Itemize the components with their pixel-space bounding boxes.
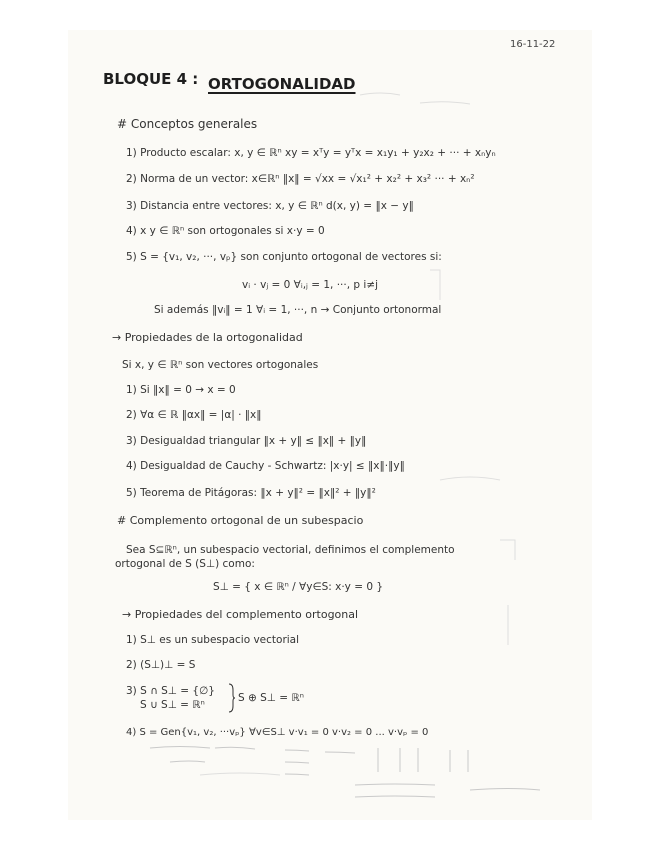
complement-property-2: 2) (S⊥)⊥ = S bbox=[126, 659, 196, 671]
property-2: 2) ∀α ∈ ℝ ‖αx‖ = |α| · ‖x‖ bbox=[126, 409, 262, 421]
section-heading-complement: # Complemento ortogonal de un subespacio bbox=[117, 514, 364, 527]
properties-intro: Si x, y ∈ ℝⁿ son vectores ortogonales bbox=[122, 359, 319, 371]
orthogonal-set-condition: vᵢ · vⱼ = 0 ∀ᵢ,ⱼ = 1, ···, p i≠j bbox=[242, 279, 379, 291]
section-heading-complement-properties: → Propiedades del complemento ortogonal bbox=[122, 608, 359, 621]
property-5: 5) Teorema de Pitágoras: ‖x + y‖² = ‖x‖² + ‖y‖² bbox=[126, 487, 376, 499]
complement-definition-1: Sea S⊆ℝⁿ, un subespacio vectorial, definimos el complemento bbox=[126, 544, 455, 556]
property-1: 1) Si ‖x‖ = 0 → x = 0 bbox=[126, 384, 236, 396]
property-4: 4) Desigualdad de Cauchy - Schwartz: |x·y| ≤ ‖x‖·‖y‖ bbox=[126, 460, 405, 472]
pencil-stroke bbox=[285, 750, 309, 775]
item-vector-norm: 2) Norma de un vector: x∈ℝⁿ ‖x‖ = √xx = √x₁² + x₂² + x₃² ··· + xₙ² bbox=[126, 173, 475, 185]
title-prefix: BLOQUE 4 : bbox=[103, 70, 199, 88]
complement-property-3c: S ⊕ S⊥ = ℝⁿ bbox=[238, 692, 304, 704]
item-dot-product: 1) Producto escalar: x, y ∈ ℝⁿ xy = xᵀy = yᵀx = x₁y₁ + y₂x₂ + ··· + xₙyₙ bbox=[126, 147, 496, 159]
complement-property-1: 1) S⊥ es un subespacio vectorial bbox=[126, 634, 300, 646]
pencil-stroke bbox=[355, 784, 435, 797]
complement-set-definition: S⊥ = { x ∈ ℝⁿ / ∀y∈S: x·y = 0 } bbox=[213, 581, 384, 593]
pencil-stroke bbox=[325, 752, 355, 753]
section-heading-properties: → Propiedades de la ortogonalidad bbox=[112, 331, 303, 344]
complement-property-3b: S ∪ S⊥ = ℝⁿ bbox=[140, 699, 205, 711]
item-orthogonal-set: 5) S = {v₁, v₂, ···, vₚ} son conjunto ortogonal de vectores si: bbox=[126, 251, 442, 263]
pencil-stroke bbox=[378, 748, 418, 772]
section-heading-general: # Conceptos generales bbox=[117, 117, 258, 131]
complement-property-4: 4) S = Gen{v₁, v₂, ···vₚ} ∀v∈S⊥ v·v₁ = 0 v·v₂ = 0 ... v·vₚ = 0 bbox=[126, 727, 429, 738]
item-distance: 3) Distancia entre vectores: x, y ∈ ℝⁿ d(x, y) = ‖x − y‖ bbox=[126, 200, 414, 212]
pencil-stroke bbox=[450, 750, 468, 772]
item-orthogonal: 4) x y ∈ ℝⁿ son ortogonales si x·y = 0 bbox=[126, 225, 325, 237]
date: 16-11-22 bbox=[510, 39, 556, 50]
pencil-stroke bbox=[470, 789, 540, 791]
property-3: 3) Desigualdad triangular ‖x + y‖ ≤ ‖x‖ + ‖y‖ bbox=[126, 435, 367, 447]
complement-definition-2: ortogonal de S (S⊥) como: bbox=[115, 558, 255, 570]
orthonormal-set-note: Si además ‖vᵢ‖ = 1 ∀ᵢ = 1, ···, n → Conjunto ortonormal bbox=[154, 304, 442, 316]
page-title: ORTOGONALIDAD bbox=[208, 75, 356, 93]
complement-property-3a: 3) S ∩ S⊥ = {∅} bbox=[126, 685, 215, 697]
pencil-stroke bbox=[170, 761, 205, 762]
pencil-stroke bbox=[150, 747, 255, 750]
